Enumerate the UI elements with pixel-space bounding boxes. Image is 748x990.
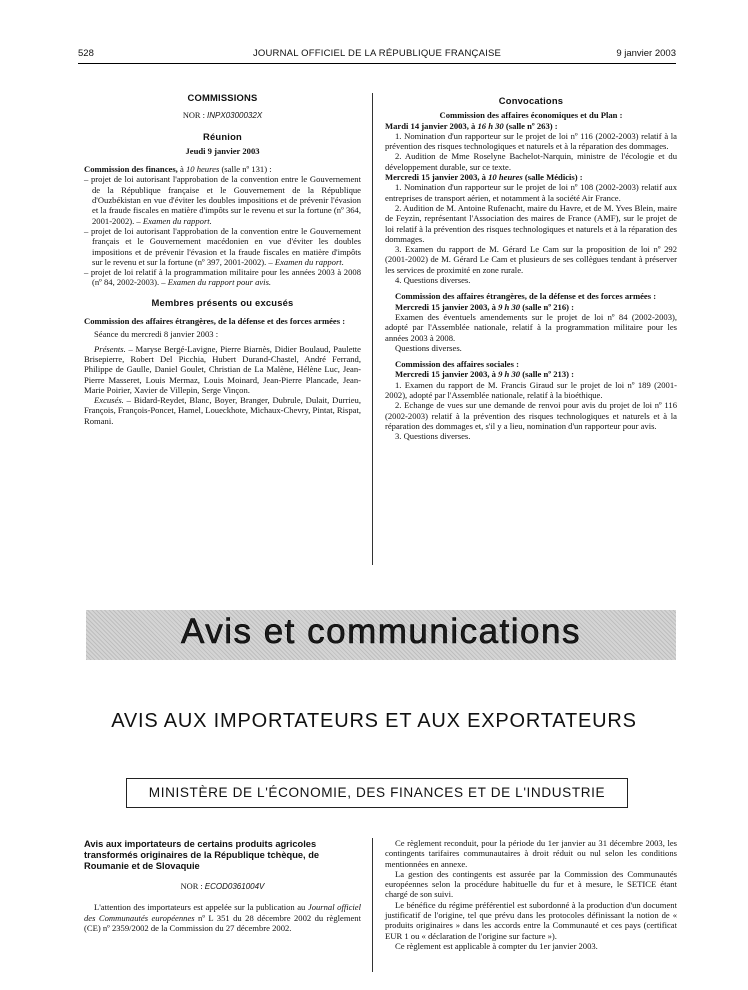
avis-paragraph: La gestion des contingents est assurée par la Commission des Communautés européennes selon la procédure habituelle du fur et à mesure, le SETICE étant chargé de son suivi.: [385, 868, 677, 900]
avis-paragraph: L'attention des importateurs est appelée sur la publication au Journal officiel des Communautés européennes nº L 351 du 28 décembre 2002 du règlement (CE) nº 2359/2002 de la Commission du 27 décembre 2002.: [84, 902, 362, 933]
soc-commission: Commission des affaires sociales :: [395, 359, 519, 370]
nor-reference: NOR : INPX0300032X: [182, 111, 263, 121]
agenda-item: Questions diverses.: [395, 342, 462, 353]
eco-commission: Commission des affaires économiques et du Plan :: [439, 110, 623, 121]
agenda-item: – projet de loi autorisant l'approbation de la convention entre le Gouvernement français et le Gouvernement macédonien en vue d'éviter les doubles impositions et de prévenir l'évasion et la fraude fiscales en matière d'impôts sur le revenu et sur la fortune (nº 397, 2001-2002). – Examen du rapport.: [84, 225, 361, 267]
reunion-heading: Réunion: [203, 130, 242, 142]
ministry-name: MINISTÈRE DE L'ÉCONOMIE, DES FINANCES ET DE L'INDUSTRIE: [148, 785, 606, 800]
column-divider: [372, 93, 373, 565]
agenda-item: 2. Audition de M. Antoine Rufenacht, maire du Havre, et de M. Yves Blein, maire de Feyzin, représentant l'Association des maires de France (AMF), sur le projet de loi relatif à la prévention des risques technologiques et naturels et à la réparation des dommages.: [385, 202, 677, 244]
avis-banner-text: Avis et communications: [180, 612, 581, 651]
avis-right-column: [385, 838, 677, 951]
membres-heading: Membres présents ou excusés: [151, 296, 294, 308]
presents-list: Présents. – Maryse Bergé-Lavigne, Pierre Biarnès, Didier Boulaud, Paulette Brisepierre, Robert Del Picchia, Hubert Durand-Chastel, André Ferrand, Philippe de Gaulle, Daniel Goulet, Christian de La Malène, Hélène Luc, Jean-Pierre Masseret, Louis Mermaz, Louis Moinard, Jean-Pierre Plancade, Jean-Marie Poirier, Xavier de Villepin, Serge Vinçon.: [84, 343, 361, 395]
avis-paragraph: Ce règlement reconduit, pour la période du 1er janvier au 31 décembre 2003, les contingents tarifaires communautaires à droit réduit ou nul selon les conditions mentionnées en annexe.: [385, 838, 677, 869]
ministry-box: [126, 778, 628, 808]
reunion-date: Jeudi 9 janvier 2003: [185, 145, 260, 156]
convocations-title: Convocations: [498, 95, 564, 106]
excuses-list: Excusés. – Bidard-Reydet, Blanc, Boyer, Branger, Dubrule, Dulait, Durrieu, François, François-Poncet, Hamel, Loueckhote, Michaux-Chevry, Pintat, Rispat, Romani.: [84, 395, 362, 426]
section-title: AVIS AUX IMPORTATEURS ET AUX EXPORTATEURS: [111, 710, 637, 732]
journal-title: JOURNAL OFFICIEL DE LA RÉPUBLIQUE FRANÇAISE: [252, 48, 502, 59]
avis-paragraph: Le bénéfice du régime préférentiel est subordonné à la production d'un document justificatif de l'origine, tel que prévu dans les protocoles définissant la notion de « produits originaires » dans les accords entre la Communauté et ces pays (certificat EUR 1 ou « déclaration de l'origine sur facture »).: [385, 899, 677, 941]
def-commission: Commission des affaires étrangères, de la défense et des forces armées :: [395, 291, 657, 302]
agenda-item: 4. Questions diverses.: [395, 275, 471, 286]
agenda-item: 1. Examen du rapport de M. Francis Giraud sur le projet de loi nº 189 (2001-2002), adopté par l'Assemblée nationale, relatif à la bioéthique.: [385, 379, 677, 401]
agenda-item: – projet de loi autorisant l'approbation de la convention entre le Gouvernement de la République française et le Gouvernement de la République d'Ouzbékistan en vue d'éviter les doubles impositions et de prévenir l'évasion et la fraude fiscales en matière d'impôts sur le revenu et sur la fortune (nº 364, 2001-2002). – Examen du rapport.: [84, 174, 361, 226]
finance-commission-line: Commission des finances, à 10 heures (salle nº 131) :: [84, 164, 272, 175]
avis-banner: [86, 610, 676, 660]
commissions-title: COMMISSIONS: [187, 92, 258, 103]
agenda-item: 1. Nomination d'un rapporteur sur le projet de loi nº 116 (2002-2003) relatif à la prévention des risques technologiques et naturels et à la réparation des dommages.: [385, 130, 677, 152]
soc-date: Mercredi 15 janvier 2003, à 9 h 30 (salle nº 213) :: [395, 369, 574, 380]
etrangeres-commission: Commission des affaires étrangères, de la défense et des forces armées :: [84, 316, 346, 327]
eco-date-1: Mardi 14 janvier 2003, à 16 h 30 (salle nº 263) :: [385, 120, 558, 131]
avis-title: Avis aux importateurs de certains produits agricoles transformés originaires de la République tchèque, de Roumanie et de Slovaquie: [84, 839, 320, 871]
column-divider: [372, 838, 373, 972]
avis-paragraph: Ce règlement est applicable à compter du 1er janvier 2003.: [395, 940, 598, 951]
eco-date-2: Mercredi 15 janvier 2003, à 10 heures (salle Médicis) :: [385, 172, 583, 183]
avis-left-column: [84, 839, 361, 933]
agenda-item: Examen des éventuels amendements sur le projet de loi nº 84 (2002-2003), adopté par l'Assemblée nationale, relatif à la programmation militaire pour les années 2003 à 2008.: [385, 311, 677, 343]
commissions-column: [84, 93, 361, 426]
def-date: Mercredi 15 janvier 2003, à 9 h 30 (salle nº 216) :: [395, 301, 574, 312]
agenda-item: 2. Audition de Mme Roselyne Bachelot-Narquin, ministre de l'écologie et du développement durable, sur ce texte.: [385, 151, 677, 172]
agenda-item: 2. Echange de vues sur une demande de renvoi pour avis du projet de loi nº 116 (2002-2003) relatif à la prévention des risques technologiques et naturels et à la réparation des dommages et, s'il y a lieu, nomination d'un rapporteur pour avis.: [385, 400, 677, 431]
page-header: [78, 47, 676, 64]
convocations-column: [385, 96, 677, 442]
page-number: 528: [78, 48, 94, 59]
seance-line: Séance du mercredi 8 janvier 2003 :: [94, 329, 219, 340]
issue-date: 9 janvier 2003: [616, 48, 676, 59]
agenda-item: 3. Examen du rapport de M. Gérard Le Cam sur la proposition de loi nº 292 (2001-2002) de M. Gérard Le Cam et plusieurs de ses collègues tendant à préserver les services de proximité en zone rurale.: [385, 244, 677, 275]
agenda-item: – projet de loi relatif à la programmation militaire pour les années 2003 à 2008 (nº 84, 2002-2003). – Examen du rapport pour avis.: [84, 267, 361, 288]
avis-nor-reference: NOR : ECOD0361004V: [180, 882, 265, 891]
agenda-item: 3. Questions diverses.: [395, 431, 471, 442]
agenda-item: 1. Nomination d'un rapporteur sur le projet de loi nº 108 (2002-2003) relatif aux entreprises de transport aérien, et notamment à la société Air France.: [385, 182, 677, 203]
